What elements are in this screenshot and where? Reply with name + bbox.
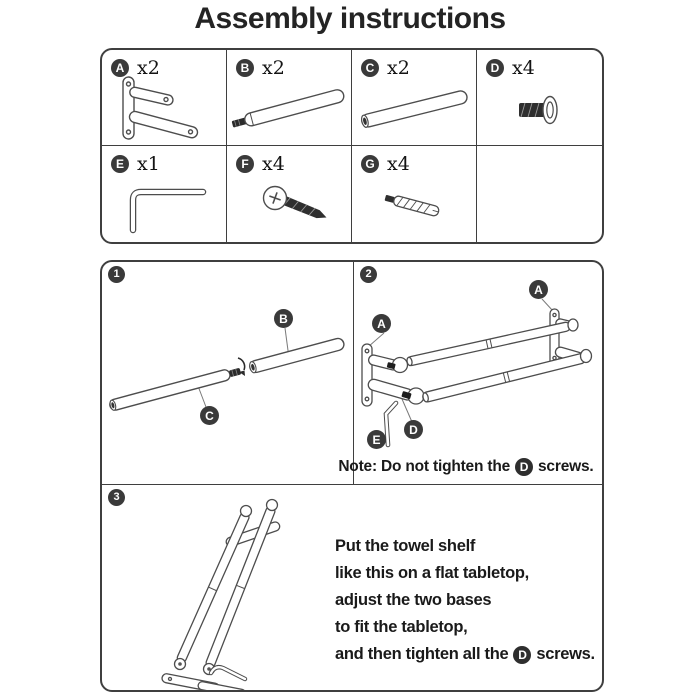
part-qty-d: x4 <box>512 57 535 79</box>
part-qty-e: x1 <box>137 153 160 175</box>
label-badge-c: C <box>200 406 219 425</box>
part-qty-a: x2 <box>137 57 160 79</box>
step-2-number-badge: 2 <box>360 266 377 283</box>
set-screw-icon <box>495 84 585 134</box>
part-letter-badge-b: B <box>236 59 254 77</box>
step-2-diagram <box>354 262 604 485</box>
part-qty-c: x2 <box>387 57 410 79</box>
parts-cell-empty <box>477 146 602 242</box>
wall-bracket-icon <box>114 75 224 143</box>
parts-cell-d <box>477 50 602 146</box>
step-3-number-badge: 3 <box>108 489 125 506</box>
part-letter-badge-d: D <box>486 59 504 77</box>
step-3-diagram <box>147 487 367 690</box>
part-qty-f: x4 <box>262 153 285 175</box>
instruction-line-5 <box>335 641 595 668</box>
instruction-line-3: adjust the two bases <box>335 591 492 609</box>
instruction-line-5-suffix: screws. <box>536 645 595 663</box>
label-badge-a-left: A <box>372 314 391 333</box>
part-letter-badge-e: E <box>111 155 129 173</box>
parts-cell-g <box>352 146 477 242</box>
step-1-number-badge: 1 <box>108 266 125 283</box>
label-badge-e: E <box>367 430 386 449</box>
parts-cell-c <box>352 50 477 146</box>
step-1-diagram <box>102 262 354 485</box>
steps-box <box>100 260 604 692</box>
step-3-panel <box>102 485 604 690</box>
allen-key-icon <box>109 174 219 236</box>
parts-cell-e <box>102 146 227 242</box>
parts-table <box>100 48 604 244</box>
label-badge-b: B <box>274 309 293 328</box>
note-screw-badge-d: D <box>515 458 533 476</box>
instruction-line-1: Put the towel shelf <box>335 537 476 555</box>
parts-cell-b <box>227 50 352 146</box>
part-qty-b: x2 <box>262 57 285 79</box>
step-3-instructions <box>335 533 595 668</box>
part-letter-badge-a: A <box>111 59 129 77</box>
parts-cell-a <box>102 50 227 146</box>
note-prefix: Note: Do not tighten the <box>338 458 511 475</box>
step-2-note <box>338 458 593 476</box>
step-1-panel <box>102 262 354 485</box>
part-letter-badge-c: C <box>361 59 379 77</box>
step-2-panel <box>338 262 604 485</box>
part-qty-g: x4 <box>387 153 410 175</box>
part-letter-badge-f: F <box>236 155 254 173</box>
part-letter-badge-g: G <box>361 155 379 173</box>
instruction-screw-badge-d: D <box>513 646 531 664</box>
instruction-line-2: like this on a flat tabletop, <box>335 564 529 582</box>
page-title: Assembly instructions <box>194 2 506 35</box>
parts-cell-f <box>227 146 352 242</box>
mounting-screw-icon <box>239 178 339 232</box>
note-suffix: screws. <box>538 458 594 475</box>
instruction-line-5-prefix: and then tighten all the <box>335 645 509 663</box>
instruction-line-4: to fit the tabletop, <box>335 618 468 636</box>
label-badge-d: D <box>404 420 423 439</box>
label-badge-a-right: A <box>529 280 548 299</box>
tube-icon <box>353 79 475 139</box>
wall-anchor-icon <box>364 178 464 232</box>
tube-with-connector-icon <box>228 79 350 139</box>
